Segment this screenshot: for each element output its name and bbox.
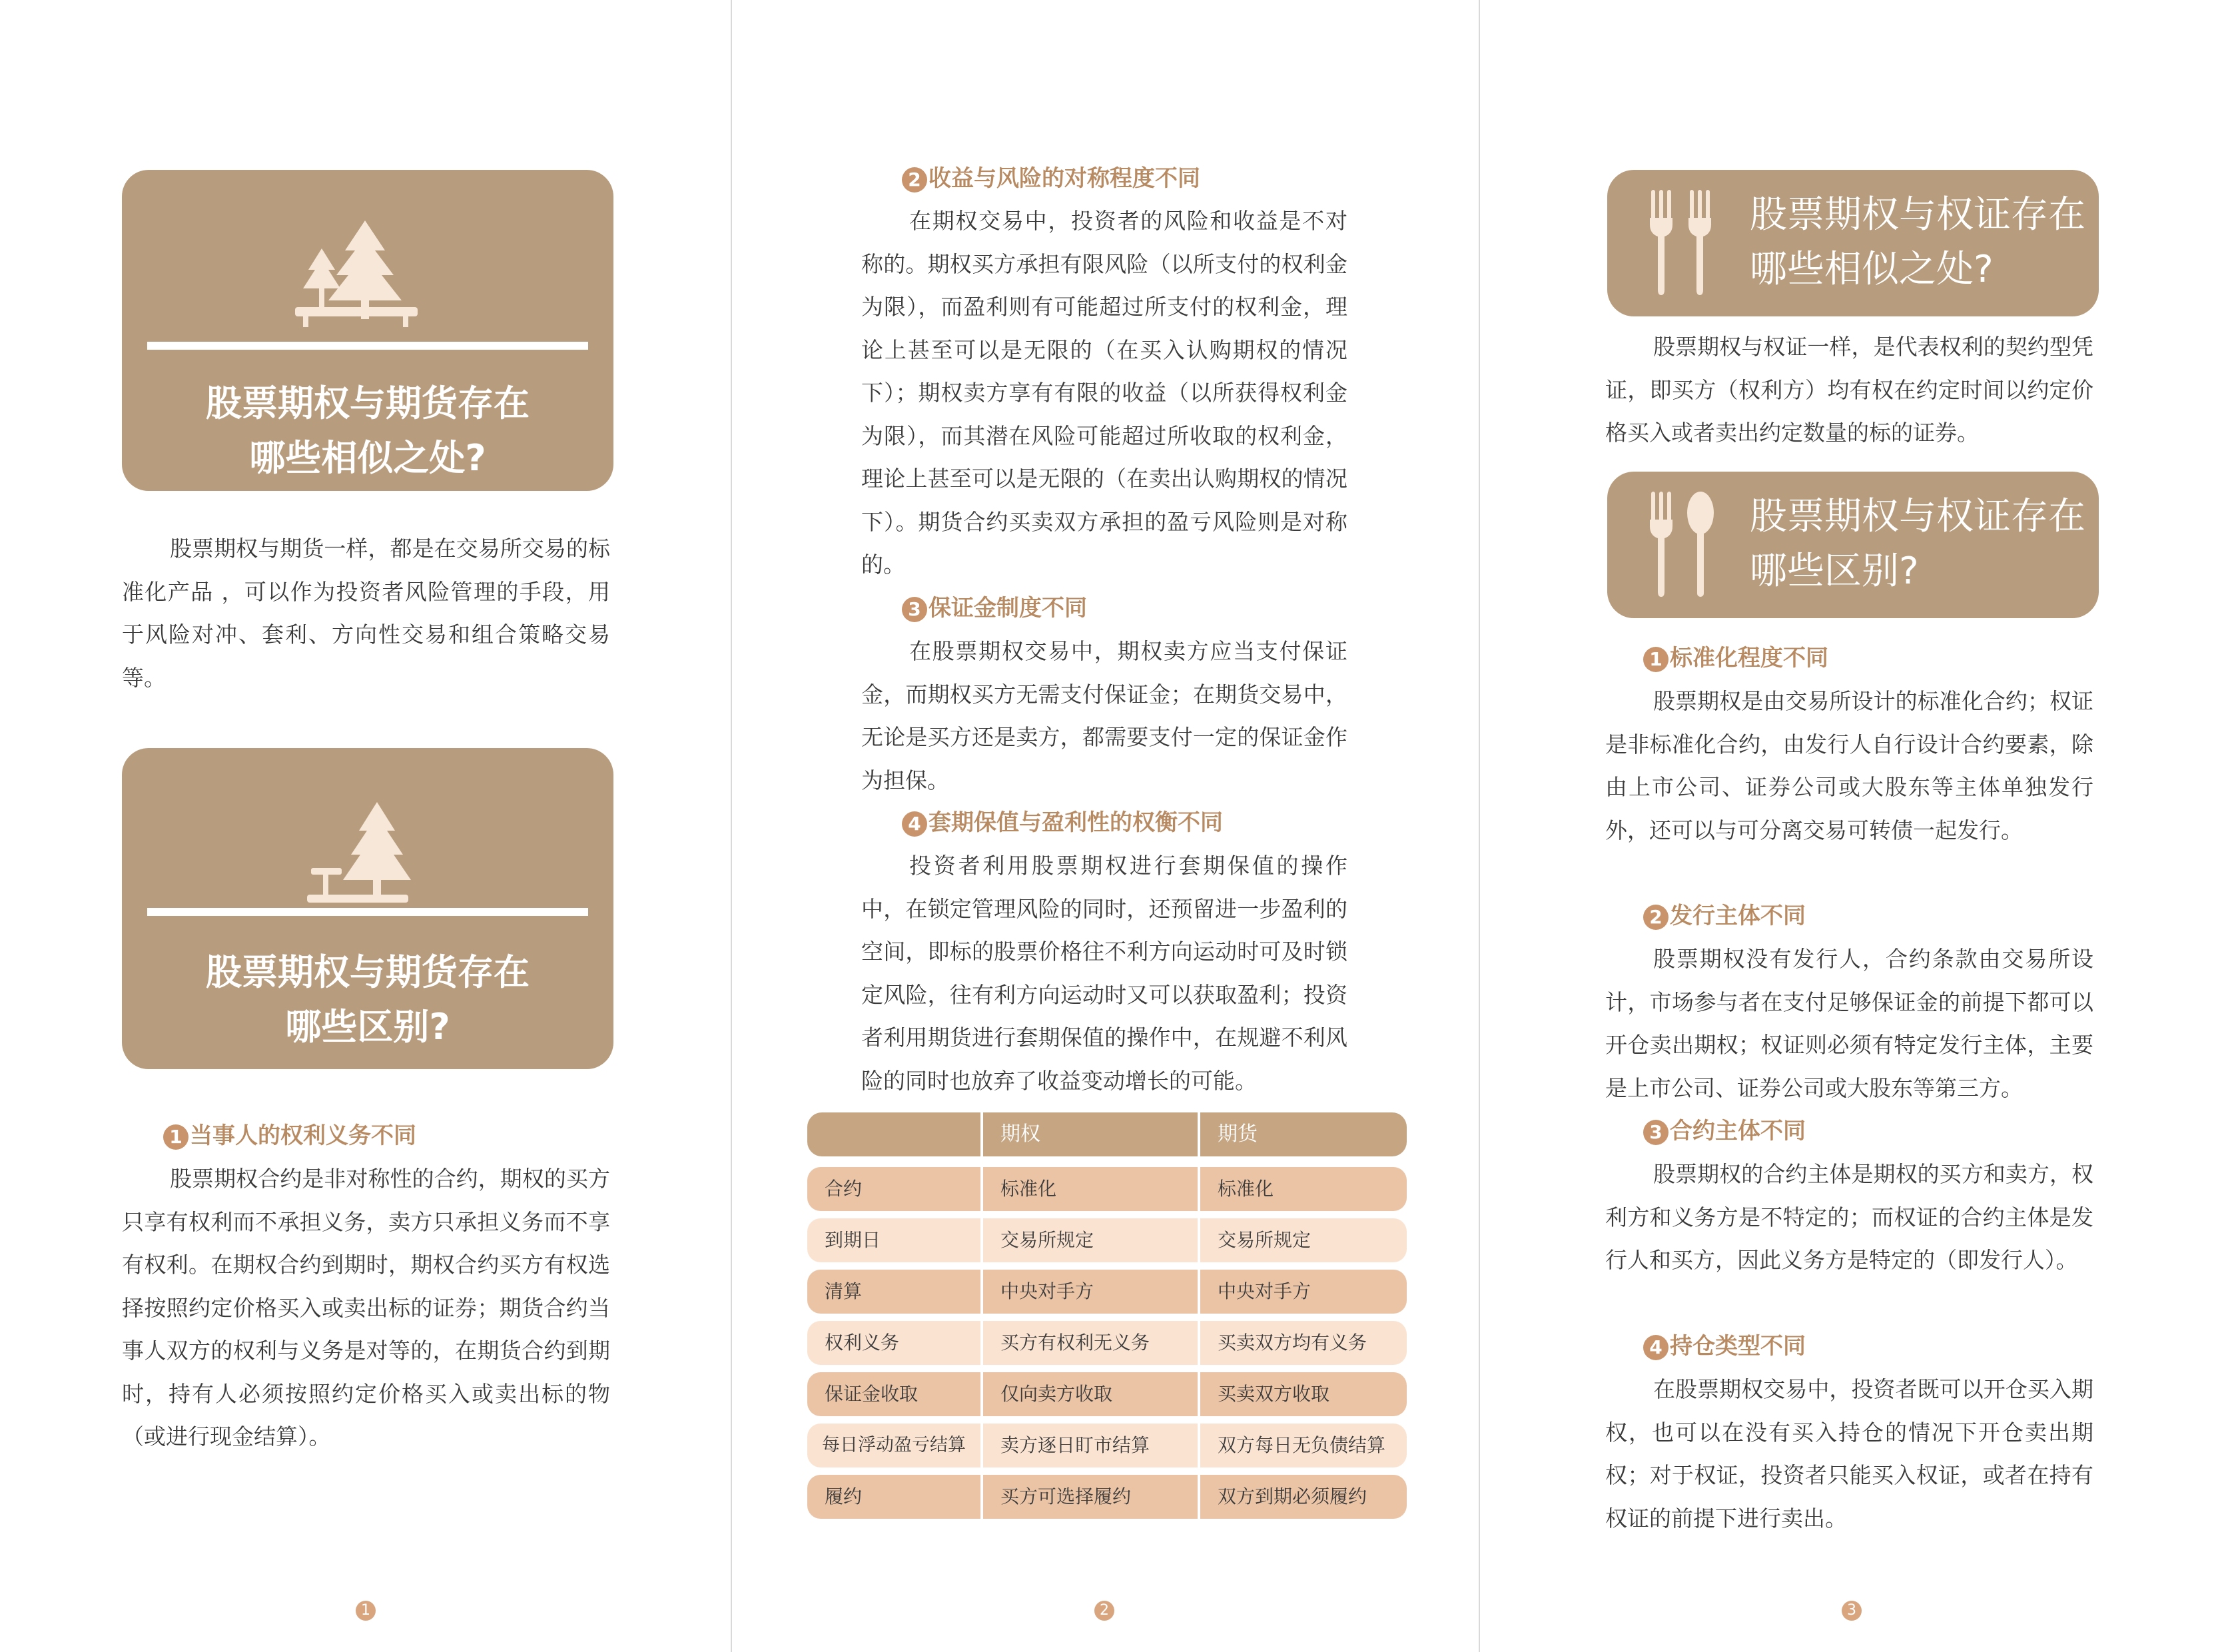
panel-divider-left xyxy=(731,0,732,1652)
table-cell: 买方有权利无义务 xyxy=(1000,1332,1150,1354)
section-heading: 1 当事人的权利义务不同 xyxy=(163,1119,416,1152)
pine-trees-icon xyxy=(295,214,435,347)
number-badge: 4 xyxy=(902,811,927,837)
section-heading: 3 合约主体不同 xyxy=(1643,1114,1806,1148)
table-cell: 履约 xyxy=(825,1485,863,1507)
section-heading: 4 持仓类型不同 xyxy=(1643,1330,1806,1363)
section-heading: 1 标准化程度不同 xyxy=(1643,641,1828,675)
risk-return-paragraph: 在期权交易中，投资者的风险和收益是不对称的。期权买方承担有限风险（以所支付的权利金为限），而盈利则有可能超过所支付的权利金，理论上甚至可以是无限的（在买入认购期权的情况下）；期权卖方享有有限的收益（以所获得权利金为限），而其潜在风险可能超过所收取的权利金，理论上甚至可以是无限的（在卖出认购期权的情况下）。期货合约买卖双方承担的盈亏风险则是对称的。 xyxy=(861,208,1347,578)
similarity-card-warrants xyxy=(1607,170,2099,316)
similarity-card-futures xyxy=(122,170,613,491)
card-divider-line xyxy=(147,342,588,350)
table-row xyxy=(807,1218,1407,1262)
section-heading: 4 套期保值与盈利性的权衡不同 xyxy=(902,806,1223,839)
number-badge: 1 xyxy=(163,1124,188,1150)
table-cell: 双方每日无负债结算 xyxy=(1218,1434,1386,1456)
table-cell: 中央对手方 xyxy=(1000,1280,1094,1302)
number-badge: 2 xyxy=(902,167,927,193)
card-divider-line xyxy=(147,908,588,916)
margin-paragraph: 在股票期权交易中，期权卖方应当支付保证金，而期权买方无需支付保证金；在期货交易中，无论是买方还是卖方，都需要支付一定的保证金作为担保。 xyxy=(861,638,1347,793)
table-cell: 合约 xyxy=(825,1178,863,1200)
section-heading: 3 保证金制度不同 xyxy=(902,592,1087,625)
section-heading: 2 收益与风险的对称程度不同 xyxy=(902,162,1200,195)
panel-divider-right xyxy=(1479,0,1480,1652)
card-title: 股票期权与期货存在 哪些相似之处? xyxy=(206,382,530,479)
table-cell: 到期日 xyxy=(825,1229,881,1251)
table-cell: 买方可选择履约 xyxy=(1000,1485,1132,1507)
table-row xyxy=(807,1424,1407,1467)
table-cell: 双方到期必须履约 xyxy=(1218,1485,1367,1507)
table-header-cell: 期货 xyxy=(1218,1122,1258,1146)
table-cell: 标准化 xyxy=(1218,1178,1274,1200)
number-badge: 1 xyxy=(1643,647,1669,672)
standardization-paragraph: 股票期权是由交易所设计的标准化合约；权证是非标准化合约，由发行人自行设计合约要素，除由上市公司、证券公司或大股东等主体单独发行外，还可以与可分离交易可转债一起发行。 xyxy=(1605,688,2093,843)
table-cell: 保证金收取 xyxy=(825,1383,919,1405)
number-badge: 3 xyxy=(1643,1120,1669,1145)
warrant-similarity-paragraph: 股票期权与权证一样，是代表权利的契约型凭证，即买方（权利方）均有权在约定时间以约定价格买入或者卖出约定数量的标的证券。 xyxy=(1605,334,2093,446)
fork-spoon-icon xyxy=(1647,492,1720,612)
number-badge: 3 xyxy=(902,597,927,622)
table-header-cell xyxy=(807,1112,980,1156)
page-number: 3 xyxy=(1842,1601,1862,1621)
table-row xyxy=(807,1475,1407,1519)
table-row xyxy=(807,1270,1407,1314)
rights-obligations-paragraph: 股票期权合约是非对称性的合约，期权的买方只享有权利而不承担义务，卖方只承担义务而不享有权利。在期权合约到期时，期权合约买方有权选择按照约定价格买入或卖出标的证券；期货合约当事人双方的权利与义务是对等的，在期货合约到期时，持有人必须按照约定价格买入或卖出标的物（或进行现金结算）。 xyxy=(122,1166,610,1449)
card-title: 股票期权与期货存在 哪些区别? xyxy=(206,951,530,1048)
table-cell: 权利义务 xyxy=(825,1332,900,1354)
table-cell: 买卖双方均有义务 xyxy=(1218,1332,1367,1354)
similarity-paragraph: 股票期权与期货一样，都是在交易所交易的标准化产品 ，可以作为投资者风险管理的手段，用于风险对冲、套利、方向性交易和组合策略交易等。 xyxy=(122,536,610,691)
table-cell: 每日浮动盈亏结算 xyxy=(822,1435,966,1455)
page-number: 2 xyxy=(1094,1601,1114,1621)
number-badge: 2 xyxy=(1643,905,1669,930)
forks-icon xyxy=(1647,190,1720,310)
number-badge: 4 xyxy=(1643,1335,1669,1360)
table-cell: 仅向卖方收取 xyxy=(1000,1383,1113,1405)
issuer-paragraph: 股票期权没有发行人，合约条款由交易所设计，市场参与者在支付足够保证金的前提下都可以开仓卖出期权；权证则必须有特定发行主体，主要是上市公司、证券公司或大股东等第三方。 xyxy=(1605,946,2093,1101)
position-type-paragraph: 在股票期权交易中，投资者既可以开仓买入期权，也可以在没有买入持仓的情况下开仓卖出期权；对于权证，投资者只能买入权证，或者在持有权证的前提下进行卖出。 xyxy=(1605,1376,2093,1531)
table-cell: 买卖双方收取 xyxy=(1218,1383,1330,1405)
table-cell: 交易所规定 xyxy=(1218,1229,1311,1251)
hedging-paragraph: 投资者利用股票期权进行套期保值的操作中，在锁定管理风险的同时，还预留进一步盈利的空间，即标的股票价格往不利方向运动时可及时锁定风险，往有利方向运动时又可以获取盈利；投资者利用期货进行套期保值的操作中，在规避不利风险的同时也放弃了收益变动增长的可能。 xyxy=(861,853,1347,1094)
table-cell: 交易所规定 xyxy=(1000,1229,1094,1251)
table-row xyxy=(807,1167,1407,1211)
table-header-cell: 期权 xyxy=(1000,1122,1040,1146)
page-number: 1 xyxy=(356,1601,376,1621)
table-row xyxy=(807,1321,1407,1365)
table-cell: 中央对手方 xyxy=(1218,1280,1311,1302)
section-heading: 2 发行主体不同 xyxy=(1643,899,1806,933)
table-cell: 标准化 xyxy=(1000,1178,1057,1200)
table-cell: 卖方逐日盯市结算 xyxy=(1000,1434,1150,1456)
table-cell: 清算 xyxy=(825,1280,863,1302)
card-title: 股票期权与权证存在 哪些区别? xyxy=(1750,495,2085,593)
pine-tree-bench-icon xyxy=(307,799,420,919)
difference-card-warrants xyxy=(1607,472,2099,618)
card-title: 股票期权与权证存在 哪些相似之处? xyxy=(1750,193,2085,291)
table-header-row xyxy=(807,1112,1407,1156)
contract-parties-paragraph: 股票期权的合约主体是期权的买方和卖方，权利方和义务方是不特定的；而权证的合约主体是发行人和买方，因此义务方是特定的（即发行人）。 xyxy=(1605,1161,2093,1273)
difference-card-futures xyxy=(122,748,613,1069)
table-row xyxy=(807,1372,1407,1416)
